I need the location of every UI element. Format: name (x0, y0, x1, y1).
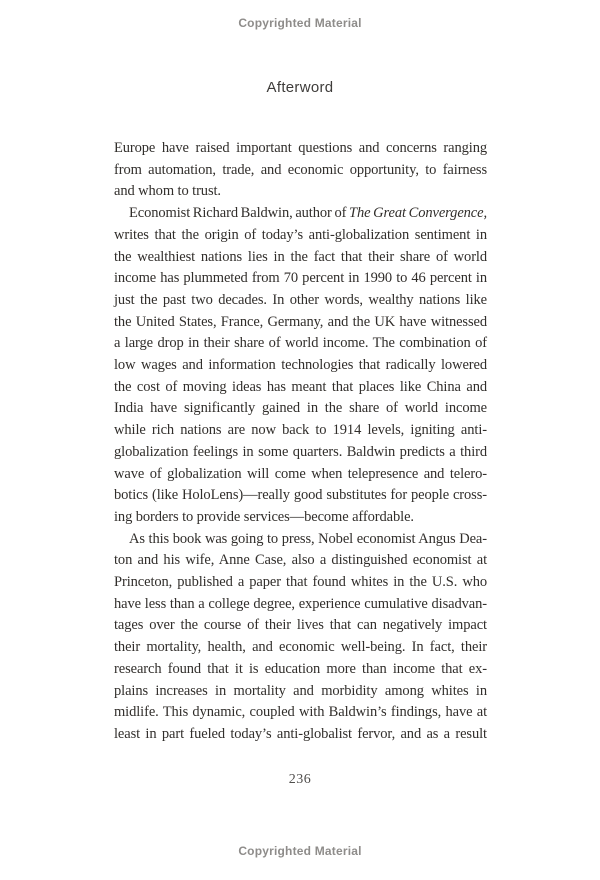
text-line (114, 247, 487, 269)
text-line-content: Economist Richard Baldwin, author of The Great Convergence, (129, 205, 487, 222)
text-line (114, 529, 487, 551)
text-line-content: research found that it is education more than income that ex- (114, 660, 487, 677)
text-line (114, 312, 487, 334)
text-line-content: the United States, France, Germany, and the UK have witnessed (114, 313, 487, 330)
text-line (114, 290, 487, 312)
text-line-content: plains increases in mortality and morbidity among whites in (114, 682, 487, 699)
text-line-content: least in part fueled today’s anti-globalist fervor, and as a result (114, 725, 487, 742)
text-line (114, 268, 487, 290)
text-line (114, 594, 487, 616)
text-line (114, 572, 487, 594)
text-line-content: from automation, trade, and economic opportunity, to fairness (114, 161, 487, 178)
text-line-content: tages over the course of their lives that can negatively impact (114, 617, 487, 634)
copyright-notice-top: Copyrighted Material (238, 16, 362, 30)
copyright-notice-bottom: Copyrighted Material (238, 844, 362, 858)
body-text (114, 138, 487, 746)
text-line-content: the cost of moving ideas has meant that places like China and (114, 378, 487, 395)
text-line (114, 333, 487, 355)
text-line (114, 203, 487, 225)
text-line-content: wave of globalization will come when telepresence and telero- (114, 465, 487, 482)
text-line (114, 181, 487, 203)
text-line-content: income has plummeted from 70 percent in 1990 to 46 percent in (114, 270, 487, 287)
text-line-content: and whom to trust. (114, 183, 221, 200)
text-line (114, 724, 487, 746)
text-line (114, 681, 487, 703)
text-line-content: India have significantly gained in the share of world income (114, 400, 487, 417)
text-line-content: while rich nations are now back to 1914 levels, igniting anti- (114, 422, 487, 439)
text-line (114, 225, 487, 247)
text-line (114, 377, 487, 399)
page-number: 236 (288, 772, 312, 787)
text-line-content: midlife. This dynamic, coupled with Baldwin’s findings, have at (114, 704, 487, 721)
text-line (114, 420, 487, 442)
text-line-content: As this book was going to press, Nobel economist Angus Dea- (129, 530, 487, 547)
text-line-content: the wealthiest nations lies in the fact that their share of world (114, 248, 487, 265)
text-line-content: globalization feelings in some quarters. Baldwin predicts a third (114, 443, 487, 460)
text-line-content: a large drop in their share of world income. The combination of (114, 335, 487, 352)
text-line-content: just the past two decades. In other words, wealthy nations like (114, 291, 487, 308)
text-line (114, 485, 487, 507)
text-line (114, 659, 487, 681)
text-line (114, 637, 487, 659)
text-line (114, 138, 487, 160)
text-line (114, 464, 487, 486)
text-line (114, 507, 487, 529)
text-line-content: their mortality, health, and economic well-being. In fact, their (114, 639, 487, 656)
text-line-content: ton and his wife, Anne Case, also a distinguished economist at (114, 552, 487, 569)
text-line (114, 355, 487, 377)
text-line (114, 550, 487, 572)
text-line-content: ing borders to provide services—become affordable. (114, 508, 414, 525)
text-line (114, 702, 487, 724)
text-line (114, 615, 487, 637)
text-line-content: low wages and information technologies that radically lowered (114, 357, 487, 374)
chapter-heading: Afterword (266, 79, 334, 96)
text-line (114, 398, 487, 420)
text-line-content: botics (like HoloLens)—really good substitutes for people cross- (114, 487, 487, 504)
text-line-content: have less than a college degree, experience cumulative disadvan- (114, 595, 487, 612)
text-line-content: Europe have raised important questions and concerns ranging (114, 140, 487, 156)
italic-book-title: The Great Convergence, (349, 205, 487, 222)
text-line (114, 442, 487, 464)
text-line (114, 160, 487, 182)
text-line-content: Princeton, published a paper that found whites in the U.S. who (114, 574, 487, 591)
text-line-content: writes that the origin of today’s anti-globalization sentiment in (114, 226, 487, 243)
